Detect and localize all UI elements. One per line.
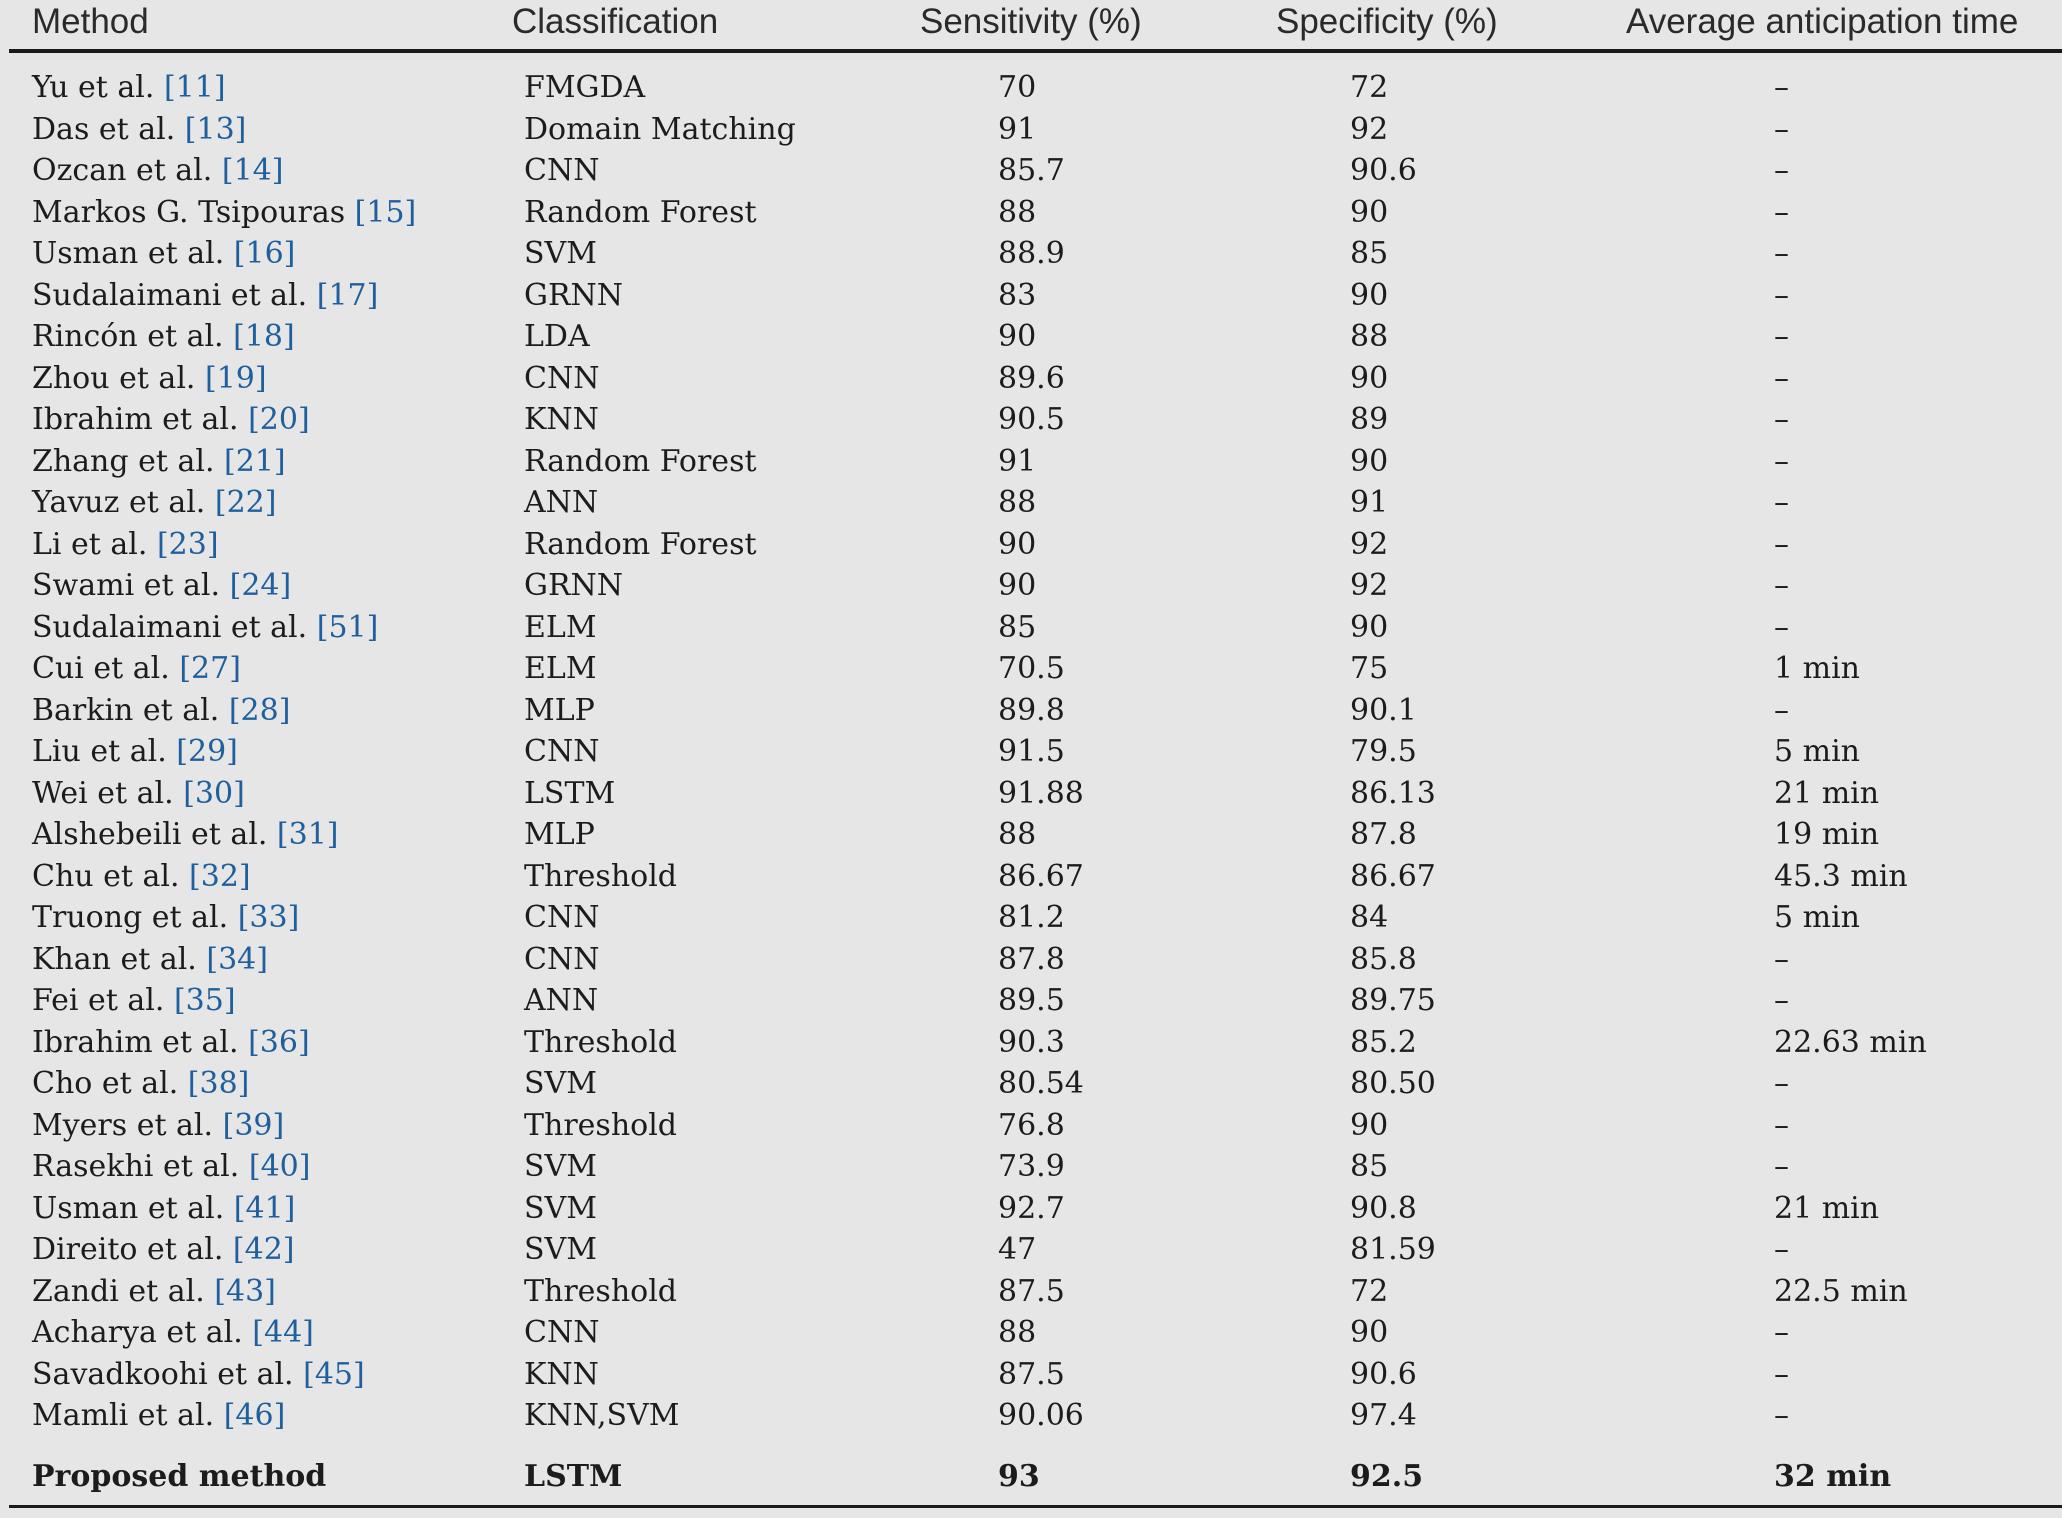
table-row	[0, 980, 2062, 1022]
method-cell	[32, 1146, 310, 1188]
specificity-cell: 87.8	[1350, 817, 1417, 852]
method-cell	[32, 814, 339, 856]
specificity-cell: 75	[1350, 651, 1389, 686]
specificity-cell: 90	[1350, 1107, 1389, 1143]
author-name: Wei et al.	[32, 775, 174, 811]
specificity-cell: 88	[1350, 319, 1389, 354]
table-row	[0, 814, 2062, 856]
author-name: Fei et al.	[32, 983, 165, 1018]
table-row	[0, 316, 2062, 358]
sensitivity-cell: 88	[998, 817, 1037, 852]
specificity-cell: 90	[1350, 277, 1389, 313]
specificity-cell: 92	[1350, 568, 1389, 603]
reference-link[interactable]: [22]	[214, 485, 277, 520]
author-name: Barkin et al.	[32, 692, 220, 728]
author-name: Myers et al.	[32, 1107, 214, 1143]
classification-cell: LSTM	[524, 1458, 623, 1494]
author-name: Zandi et al.	[32, 1273, 205, 1309]
specificity-cell: 92	[1350, 111, 1389, 147]
table-row	[0, 233, 2062, 275]
method-cell	[32, 1354, 365, 1396]
author-name: Sudalaimani et al.	[32, 277, 308, 313]
sensitivity-cell: 89.8	[998, 692, 1065, 728]
classification-cell: LDA	[524, 319, 590, 354]
specificity-cell: 86.67	[1350, 858, 1436, 894]
sensitivity-cell: 92.7	[998, 1190, 1065, 1226]
anticipation-time-cell: –	[1774, 568, 1789, 603]
sensitivity-cell: 90.06	[998, 1398, 1084, 1433]
specificity-cell: 92	[1350, 526, 1389, 562]
reference-link[interactable]: [51]	[316, 609, 379, 645]
specificity-cell: 81.59	[1350, 1232, 1436, 1267]
sensitivity-cell: 90.3	[998, 1024, 1065, 1060]
table-row	[0, 399, 2062, 441]
reference-link[interactable]: [33]	[237, 900, 300, 935]
classification-cell: SVM	[524, 1232, 597, 1267]
method-cell	[32, 275, 378, 317]
anticipation-time-cell: 21 min	[1774, 775, 1880, 811]
table-row	[0, 1271, 2062, 1313]
author-name: Cui et al.	[32, 651, 170, 686]
classification-cell: CNN	[524, 360, 600, 396]
table-row	[0, 607, 2062, 649]
reference-link[interactable]: [44]	[252, 1315, 314, 1350]
classification-cell: GRNN	[524, 568, 624, 603]
method-cell	[32, 648, 241, 690]
method-cell	[32, 980, 236, 1022]
method-cell	[32, 607, 378, 649]
specificity-cell: 90.8	[1350, 1190, 1417, 1226]
method-cell	[32, 1063, 249, 1105]
anticipation-time-cell: 21 min	[1774, 1190, 1880, 1226]
classification-cell: GRNN	[524, 277, 624, 313]
reference-link[interactable]: [15]	[354, 194, 417, 230]
sensitivity-cell: 88	[998, 485, 1037, 520]
author-name: Usman et al.	[32, 236, 225, 271]
author-name: Yavuz et al.	[32, 485, 206, 520]
reference-link[interactable]: [30]	[183, 775, 245, 811]
anticipation-time-cell: –	[1774, 319, 1789, 354]
header-sensitivity: Sensitivity (%)	[920, 2, 1142, 41]
reference-link[interactable]: [40]	[248, 1149, 311, 1184]
author-name: Direito et al.	[32, 1232, 224, 1267]
table-row	[0, 150, 2062, 192]
method-cell	[32, 1395, 285, 1437]
reference-link[interactable]: [35]	[173, 983, 236, 1018]
anticipation-time-cell: –	[1774, 1149, 1789, 1184]
anticipation-time-cell: 22.63 min	[1774, 1024, 1927, 1060]
specificity-cell: 85.2	[1350, 1024, 1417, 1060]
sensitivity-cell: 88.9	[998, 236, 1065, 271]
author-name: Ibrahim et al.	[32, 1024, 239, 1060]
reference-link[interactable]: [14]	[221, 153, 284, 188]
table-row	[0, 856, 2062, 898]
header-method: Method	[32, 2, 149, 41]
anticipation-time-cell: –	[1774, 111, 1789, 147]
classification-cell: SVM	[524, 1149, 597, 1184]
reference-link[interactable]: [36]	[248, 1024, 310, 1060]
sensitivity-cell: 88	[998, 1315, 1037, 1350]
sensitivity-cell: 91	[998, 111, 1037, 147]
sensitivity-cell: 70.5	[998, 651, 1065, 686]
anticipation-time-cell: 45.3 min	[1774, 858, 1908, 894]
anticipation-time-cell: 19 min	[1774, 817, 1880, 852]
method-cell	[32, 233, 295, 275]
classification-cell: ANN	[524, 983, 599, 1018]
reference-link[interactable]: [27]	[179, 651, 241, 686]
method-cell	[32, 731, 238, 773]
table-row	[0, 731, 2062, 773]
classification-cell: SVM	[524, 1066, 597, 1101]
classification-cell: SVM	[524, 236, 597, 271]
table-row	[0, 1354, 2062, 1396]
classification-cell: ELM	[524, 609, 597, 645]
table-row	[0, 1229, 2062, 1271]
anticipation-time-cell: –	[1774, 692, 1789, 728]
method-cell	[32, 358, 267, 400]
method-cell	[32, 67, 226, 109]
specificity-cell: 79.5	[1350, 734, 1417, 769]
author-name: Mamli et al.	[32, 1398, 215, 1433]
anticipation-time-cell: –	[1774, 1398, 1789, 1433]
specificity-cell: 90	[1350, 1315, 1389, 1350]
anticipation-time-cell: –	[1774, 360, 1789, 396]
sensitivity-cell: 90	[998, 526, 1037, 562]
table-row	[0, 1312, 2062, 1354]
reference-link[interactable]: [38]	[187, 1066, 250, 1101]
reference-link[interactable]: [18]	[233, 319, 295, 354]
anticipation-time-cell: 32 min	[1774, 1458, 1892, 1494]
author-name: Usman et al.	[32, 1190, 225, 1226]
anticipation-time-cell: –	[1774, 1232, 1789, 1267]
anticipation-time-cell: –	[1774, 526, 1789, 562]
classification-cell: KNN	[524, 402, 599, 437]
specificity-cell: 97.4	[1350, 1398, 1417, 1433]
classification-cell: KNN	[524, 1356, 599, 1392]
sensitivity-cell: 85	[998, 609, 1037, 645]
table-row	[0, 1105, 2062, 1147]
method-cell	[32, 316, 295, 358]
bottom-rule	[9, 1505, 2062, 1508]
specificity-cell: 90.6	[1350, 1356, 1417, 1392]
specificity-cell: 85	[1350, 236, 1389, 271]
reference-link[interactable]: [13]	[184, 111, 247, 147]
sensitivity-cell: 89.5	[998, 983, 1065, 1018]
anticipation-time-cell: –	[1774, 1066, 1789, 1101]
classification-cell: CNN	[524, 1315, 600, 1350]
method-cell	[32, 399, 310, 441]
method-cell	[32, 1188, 295, 1230]
sensitivity-cell: 89.6	[998, 360, 1065, 396]
table-row	[0, 67, 2062, 109]
anticipation-time-cell: 22.5 min	[1774, 1273, 1908, 1309]
specificity-cell: 85.8	[1350, 941, 1417, 977]
sensitivity-cell: 83	[998, 277, 1037, 313]
specificity-cell: 90.1	[1350, 692, 1417, 728]
classification-cell: Domain Matching	[524, 111, 796, 147]
sensitivity-cell: 76.8	[998, 1107, 1065, 1143]
specificity-cell: 90.6	[1350, 153, 1417, 188]
anticipation-time-cell: –	[1774, 70, 1789, 105]
classification-cell: CNN	[524, 153, 600, 188]
anticipation-time-cell: –	[1774, 402, 1789, 437]
reference-link[interactable]: [23]	[156, 526, 219, 562]
sensitivity-cell: 90	[998, 319, 1037, 354]
table-row	[0, 441, 2062, 483]
sensitivity-cell: 80.54	[998, 1066, 1084, 1101]
classification-cell: FMGDA	[524, 70, 646, 105]
anticipation-time-cell: –	[1774, 153, 1789, 188]
sensitivity-cell: 91	[998, 443, 1037, 479]
table-row	[0, 939, 2062, 981]
classification-cell: MLP	[524, 692, 595, 728]
specificity-cell: 91	[1350, 485, 1389, 520]
method-cell	[32, 1271, 276, 1313]
anticipation-time-cell: –	[1774, 983, 1789, 1018]
reference-link[interactable]: [29]	[176, 734, 238, 769]
anticipation-time-cell: 5 min	[1774, 734, 1860, 769]
sensitivity-cell: 91.5	[998, 734, 1065, 769]
reference-link[interactable]: [41]	[233, 1190, 296, 1226]
method-cell	[32, 690, 290, 732]
author-name: Rasekhi et al.	[32, 1149, 240, 1184]
method-cell	[32, 524, 219, 566]
classification-cell: Random Forest	[524, 194, 757, 230]
specificity-cell: 90	[1350, 443, 1389, 479]
classification-cell: CNN	[524, 941, 600, 977]
specificity-cell: 89.75	[1350, 983, 1436, 1018]
table-row	[0, 482, 2062, 524]
reference-link[interactable]: [46]	[223, 1398, 286, 1433]
classification-cell: Threshold	[524, 858, 678, 894]
author-name: Sudalaimani et al.	[32, 609, 308, 645]
table-row	[0, 1146, 2062, 1188]
classification-cell: Threshold	[524, 1273, 678, 1309]
header-classification: Classification	[512, 2, 719, 41]
method-cell	[32, 856, 251, 898]
anticipation-time-cell: –	[1774, 443, 1789, 479]
table-row	[0, 897, 2062, 939]
table-row	[0, 648, 2062, 690]
specificity-cell: 89	[1350, 402, 1389, 437]
anticipation-time-cell: –	[1774, 1315, 1789, 1350]
classification-cell: ELM	[524, 651, 597, 686]
reference-link[interactable]: [31]	[276, 817, 339, 852]
anticipation-time-cell: –	[1774, 941, 1789, 977]
method-cell	[32, 1022, 310, 1064]
sensitivity-cell: 70	[998, 70, 1037, 105]
reference-link[interactable]: [21]	[224, 443, 286, 479]
sensitivity-cell: 91.88	[998, 775, 1084, 811]
method-cell	[32, 109, 246, 151]
classification-cell: MLP	[524, 817, 595, 852]
anticipation-time-cell: –	[1774, 1356, 1789, 1392]
method-cell	[32, 773, 245, 815]
author-name: Ozcan et al.	[32, 153, 213, 188]
sensitivity-cell: 81.2	[998, 900, 1065, 935]
classification-cell: CNN	[524, 734, 600, 769]
sensitivity-cell: 47	[998, 1232, 1037, 1267]
reference-link[interactable]: [24]	[229, 568, 292, 603]
specificity-cell: 84	[1350, 900, 1389, 935]
author-name: Savadkoohi et al.	[32, 1356, 294, 1392]
specificity-cell: 90	[1350, 360, 1389, 396]
header-specificity: Specificity (%)	[1276, 2, 1498, 41]
method-cell	[32, 482, 276, 524]
table-row	[0, 192, 2062, 234]
method-cell	[32, 192, 416, 234]
classification-cell: SVM	[524, 1190, 597, 1226]
method-cell: Proposed method	[32, 1458, 327, 1494]
classification-cell: Random Forest	[524, 443, 757, 479]
reference-link[interactable]: [11]	[163, 70, 226, 105]
classification-cell: KNN,SVM	[524, 1398, 680, 1433]
method-cell	[32, 1312, 314, 1354]
specificity-cell: 86.13	[1350, 775, 1436, 811]
author-name: Ibrahim et al.	[32, 402, 239, 437]
table-row	[0, 109, 2062, 151]
table-row	[0, 773, 2062, 815]
method-cell	[32, 1105, 284, 1147]
reference-link[interactable]: [16]	[233, 236, 296, 271]
proposed-method-row	[0, 1456, 2062, 1498]
anticipation-time-cell: –	[1774, 277, 1789, 313]
specificity-cell: 92.5	[1350, 1458, 1424, 1494]
author-name: Zhang et al.	[32, 443, 215, 479]
table-row	[0, 1022, 2062, 1064]
sensitivity-cell: 73.9	[998, 1149, 1065, 1184]
table-row	[0, 524, 2062, 566]
table-row	[0, 690, 2062, 732]
classification-cell: Threshold	[524, 1024, 678, 1060]
specificity-cell: 72	[1350, 1273, 1389, 1309]
reference-link[interactable]: [17]	[316, 277, 379, 313]
header-rule	[9, 49, 2062, 53]
specificity-cell: 85	[1350, 1149, 1389, 1184]
table-body	[0, 67, 2062, 1497]
sensitivity-cell: 90	[998, 568, 1037, 603]
author-name: Yu et al.	[32, 70, 155, 105]
reference-link[interactable]: [28]	[228, 692, 291, 728]
reference-link[interactable]: [34]	[206, 941, 268, 977]
classification-cell: LSTM	[524, 775, 616, 811]
specificity-cell: 80.50	[1350, 1066, 1436, 1101]
reference-link[interactable]: [19]	[205, 360, 267, 396]
anticipation-time-cell: 1 min	[1774, 651, 1860, 686]
specificity-cell: 72	[1350, 70, 1389, 105]
sensitivity-cell: 87.5	[998, 1356, 1065, 1392]
classification-cell: Random Forest	[524, 526, 757, 562]
sensitivity-cell: 87.8	[998, 941, 1065, 977]
author-name: Alshebeili et al.	[32, 817, 268, 852]
table-row	[0, 358, 2062, 400]
reference-link[interactable]: [43]	[214, 1273, 276, 1309]
sensitivity-cell: 93	[998, 1458, 1040, 1494]
anticipation-time-cell: –	[1774, 1107, 1789, 1143]
author-name: Swami et al.	[32, 568, 221, 603]
method-cell	[32, 897, 299, 939]
classification-cell: ANN	[524, 485, 599, 520]
sensitivity-cell: 85.7	[998, 153, 1065, 188]
header-anticipation-time: Average anticipation time	[1626, 2, 2019, 41]
specificity-cell: 90	[1350, 609, 1389, 645]
classification-cell: Threshold	[524, 1107, 678, 1143]
reference-link[interactable]: [42]	[232, 1232, 295, 1267]
sensitivity-cell: 88	[998, 194, 1037, 230]
method-cell	[32, 1229, 295, 1271]
author-name: Chu et al.	[32, 858, 180, 894]
author-name: Rincón et al.	[32, 319, 224, 354]
author-name: Acharya et al.	[32, 1315, 243, 1350]
reference-link[interactable]: [39]	[222, 1107, 285, 1143]
sensitivity-cell: 87.5	[998, 1273, 1065, 1309]
author-name: Markos G. Tsipouras	[32, 194, 346, 230]
method-cell	[32, 565, 291, 607]
method-cell	[32, 939, 268, 981]
table-row	[0, 275, 2062, 317]
reference-link[interactable]: [32]	[189, 858, 251, 894]
sensitivity-cell: 86.67	[998, 858, 1084, 894]
reference-link[interactable]: [20]	[248, 402, 310, 437]
anticipation-time-cell: –	[1774, 609, 1789, 645]
author-name: Liu et al.	[32, 734, 167, 769]
anticipation-time-cell: –	[1774, 485, 1789, 520]
table-row	[0, 1188, 2062, 1230]
specificity-cell: 90	[1350, 194, 1389, 230]
anticipation-time-cell: –	[1774, 194, 1789, 230]
anticipation-time-cell: –	[1774, 236, 1789, 271]
author-name: Zhou et al.	[32, 360, 196, 396]
table-row	[0, 565, 2062, 607]
author-name: Cho et al.	[32, 1066, 179, 1101]
author-name: Truong et al.	[32, 900, 229, 935]
table-row	[0, 1395, 2062, 1437]
method-cell	[32, 441, 286, 483]
author-name: Khan et al.	[32, 941, 197, 977]
table-header	[0, 0, 2062, 50]
author-name: Das et al.	[32, 111, 176, 147]
sensitivity-cell: 90.5	[998, 402, 1065, 437]
classification-cell: CNN	[524, 900, 600, 935]
author-name: Li et al.	[32, 526, 148, 562]
method-cell	[32, 150, 283, 192]
anticipation-time-cell: 5 min	[1774, 900, 1860, 935]
table-row	[0, 1063, 2062, 1105]
reference-link[interactable]: [45]	[303, 1356, 365, 1392]
